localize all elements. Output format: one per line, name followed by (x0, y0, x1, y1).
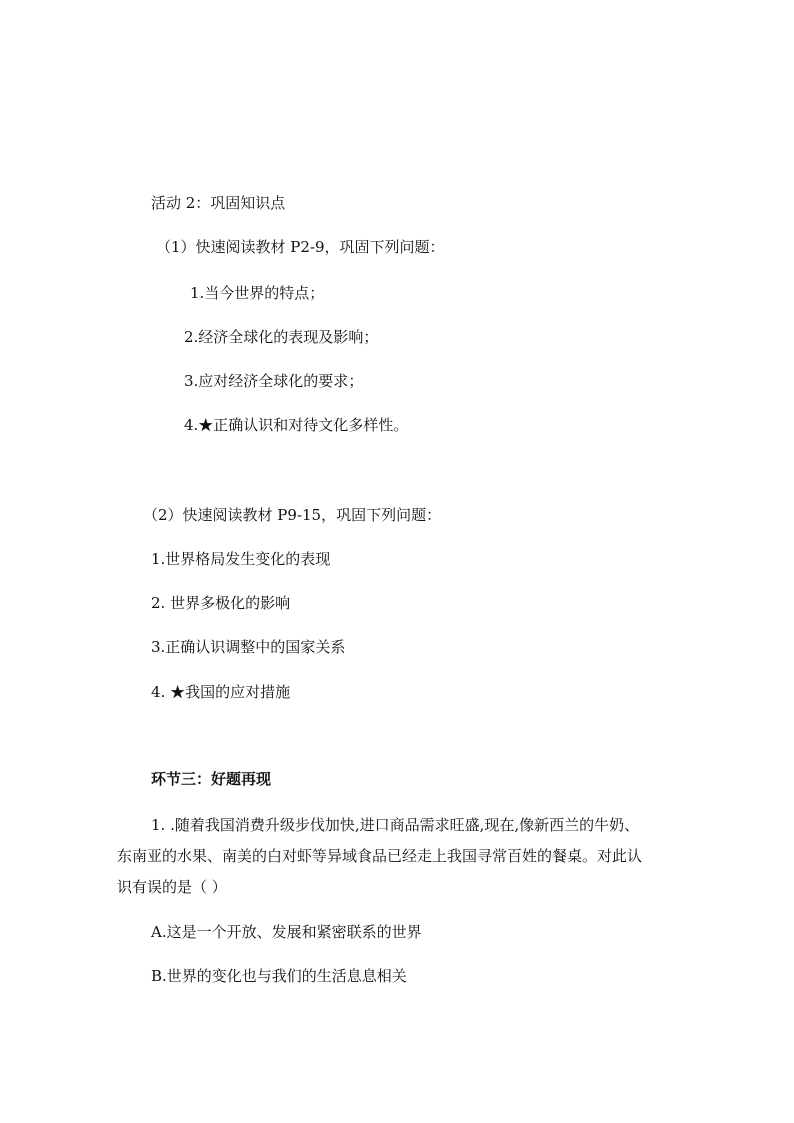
part2-item-2: 2. 世界多极化的影响 (151, 594, 291, 612)
question-line-2: 东南亚的水果、南美的白对虾等异域食品已经走上我国寻常百姓的餐桌。对此认 (117, 847, 643, 865)
part1-intro: （1）快速阅读教材 P2-9，巩固下列问题： (156, 238, 445, 256)
part2-item-1: 1.世界格局发生变化的表现 (151, 550, 331, 568)
part2-item-4: 4. ★我国的应对措施 (151, 683, 291, 701)
part1-item-4: 4.★正确认识和对待文化多样性。 (184, 416, 409, 434)
option-b: B.世界的变化也与我们的生活息息相关 (151, 967, 407, 985)
option-a: A.这是一个开放、发展和紧密联系的世界 (151, 923, 422, 941)
part1-item-1: 1.当今世界的特点； (190, 284, 325, 302)
part2-item-3: 3.正确认识调整中的国家关系 (151, 638, 346, 656)
activity-title: 活动 2：巩固知识点 (151, 194, 286, 212)
question-line-1: 1. .随着我国消费升级步伐加快,进口商品需求旺盛,现在,像新西兰的牛奶、 (151, 816, 640, 834)
part2-intro: （2）快速阅读教材 P9-15，巩固下列问题： (143, 506, 442, 524)
part1-item-2: 2.经济全球化的表现及影响； (184, 328, 379, 346)
part1-item-3: 3.应对经济全球化的要求； (184, 372, 364, 390)
section-title: 环节三：好题再现 (151, 770, 272, 788)
question-line-3: 识有误的是（ ） (117, 878, 227, 896)
